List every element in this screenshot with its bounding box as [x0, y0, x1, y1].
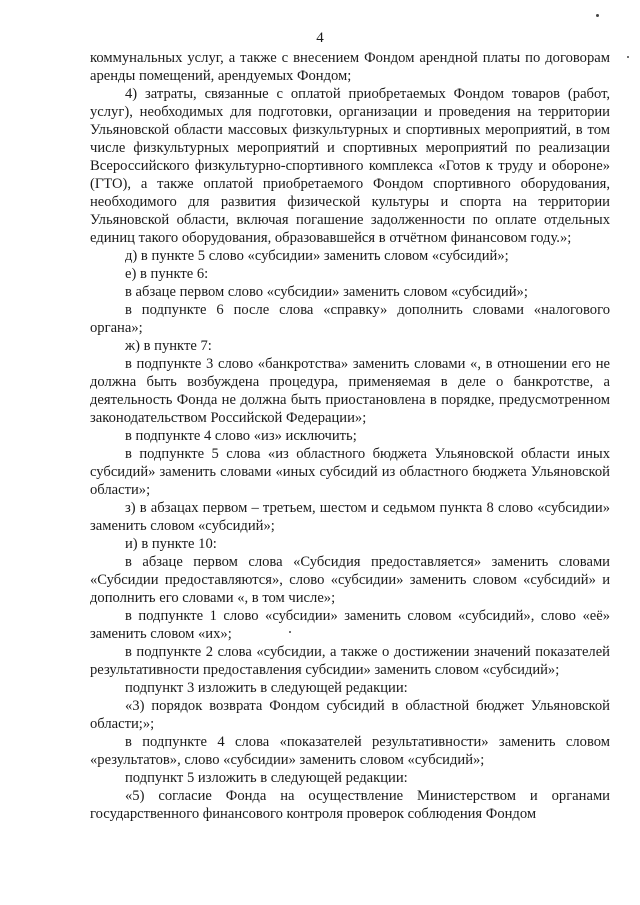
paragraph: в абзаце первом слова «Субсидия предоставляется» заменить словами «Субсидии предоставляются», слово «субсидии» заменить словом «субсидий» и дополнить его словами «, в том числе»; [90, 554, 610, 606]
scan-speck [289, 631, 291, 633]
document-body [90, 49, 610, 823]
paragraph: в подпункте 2 слова «субсидии, а также о достижении значений показателей результативности предоставления субсидии» заменить словом «субсидий»; [90, 644, 610, 678]
paragraph: в абзаце первом слово «субсидии» заменить словом «субсидий»; [125, 284, 528, 300]
paragraph: з) в абзацах первом – третьем, шестом и седьмом пункта 8 слово «субсидии» заменить словом «субсидий»; [90, 500, 610, 534]
paragraph: в подпункте 4 слова «показателей результативности» заменить словом «результатов», слово «субсидии» заменить словом «субсидий»; [90, 734, 610, 768]
paragraph: в подпункте 4 слово «из» исключить; [125, 428, 357, 444]
scan-speck [627, 56, 629, 58]
paragraph: е) в пункте 6: [125, 266, 209, 282]
paragraph: 4) затраты, связанные с оплатой приобретаемых Фондом товаров (работ, услуг), необходимых для подготовки, организации и проведения на территории Ульяновской области массовых физкультурных и спортивных мероприятий, в том числе физкультурных мероприятий и спортивных мероприятий по реализации Всероссийского физкультурно-спортивного комплекса «Готов к труду и обороне» (ГТО), а также оплатой приобретаемого Фондом спортивного оборудования, необходимого для развития физической культуры и спорта на территории Ульяновской области, включая погашение задолженности по оплате отдельных единиц такого оборудования, образовавшейся в отчётном финансовом году.»; [90, 86, 610, 246]
paragraph: ж) в пункте 7: [125, 338, 212, 354]
paragraph: подпункт 5 изложить в следующей редакции: [125, 770, 408, 786]
paragraph: в подпункте 5 слова «из областного бюджета Ульяновской области иных субсидий» заменить словами «иных субсидий из областного бюджета Ульяновской области»; [90, 446, 610, 498]
paragraph: «3) порядок возврата Фондом субсидий в областной бюджет Ульяновской области;»; [90, 698, 610, 732]
paragraph: «5) согласие Фонда на осуществление Министерством и органами государственного финансового контроля проверок соблюдения Фондом [90, 788, 610, 822]
scan-speck [596, 14, 599, 17]
page-number: 4 [316, 30, 324, 46]
paragraph: д) в пункте 5 слово «субсидии» заменить словом «субсидий»; [125, 248, 509, 264]
paragraph: коммунальных услуг, а также с внесением Фондом арендной платы по договорам аренды помещений, арендуемых Фондом; [90, 50, 610, 84]
paragraph: в подпункте 3 слово «банкротства» заменить словами «, в отношении его не должна быть возбуждена процедура, применяемая в деле о банкротстве, а деятельность Фонда не должна быть приостановлена в порядке, предусмотренном законодательством Российской Федерации»; [90, 356, 610, 426]
paragraph: и) в пункте 10: [125, 536, 217, 552]
paragraph: в подпункте 1 слово «субсидии» заменить словом «субсидий», слово «её» заменить словом «их»; [90, 608, 610, 642]
paragraph: подпункт 3 изложить в следующей редакции: [125, 680, 408, 696]
paragraph: в подпункте 6 после слова «справку» дополнить словами «налогового органа»; [90, 302, 610, 336]
